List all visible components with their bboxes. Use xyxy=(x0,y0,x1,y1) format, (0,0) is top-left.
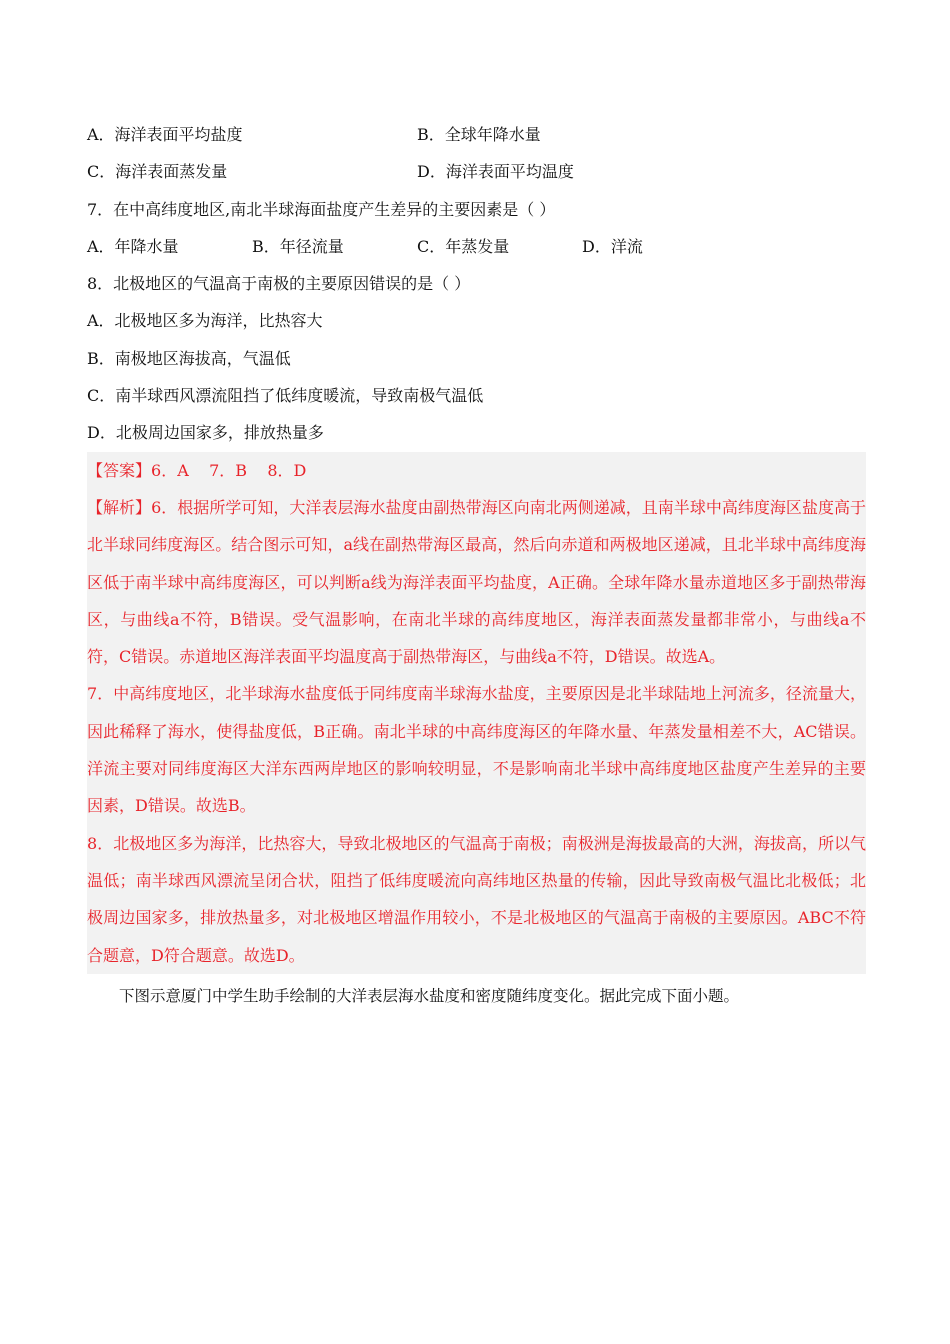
q8-option-c[interactable]: C．南半球西风漂流阻挡了低纬度暖流，导致南极气温低 xyxy=(87,386,484,406)
answer-text: 6．A 7．B 8．D xyxy=(151,460,307,480)
analysis-label: 【解析】 xyxy=(87,497,152,517)
q7-stem: 7．在中高纬度地区,南北半球海面盐度产生差异的主要因素是（ ） xyxy=(87,199,556,219)
answer-line xyxy=(87,452,866,489)
answer-label: 【答案】 xyxy=(87,460,152,480)
q6-option-a[interactable]: A．海洋表面平均盐度 xyxy=(87,125,243,144)
answer-analysis-box xyxy=(87,452,866,974)
analysis-paragraph-8: 8．北极地区多为海洋，比热容大，导致北极地区的气温高于南极；南极洲是海拔最高的大洲，海拔高，所以气温低；南半球西风漂流呈闭合状，阻挡了低纬度暖流向高纬地区热量的传输，因此导致南极气温比北极低；北极周边国家多，排放热量多，对北极地区增温作用较小，不是北极地区的气温高于南极的主要原因。ABC不符合题意，D符合题意。故选D。 xyxy=(87,833,866,965)
next-question-intro: 下图示意厦门中学生助手绘制的大洋表层海水盐度和密度随纬度变化。据此完成下面小题。 xyxy=(119,986,740,1005)
q7-option-d[interactable]: D．洋流 xyxy=(582,236,643,256)
q6-options-row-1 xyxy=(87,116,866,153)
q7-options-row xyxy=(87,228,866,265)
q6-option-b[interactable]: B．全球年降水量 xyxy=(417,125,541,144)
q8-stem: 8．北极地区的气温高于南极的主要原因错误的是（ ） xyxy=(87,274,471,294)
document-page xyxy=(87,116,866,1015)
q6-option-d[interactable]: D．海洋表面平均温度 xyxy=(417,162,574,182)
q8-option-a[interactable]: A．北极地区多为海洋，比热容大 xyxy=(87,311,323,331)
q6-option-c[interactable]: C．海洋表面蒸发量 xyxy=(87,162,228,182)
q7-option-a[interactable]: A．年降水量 xyxy=(87,236,179,256)
analysis-paragraph-6 xyxy=(87,489,866,675)
analysis-text-6: 6．根据所学可知，大洋表层海水盐度由副热带海区向南北两侧递减，且南半球中高纬度海区盐度高于北半球同纬度海区。结合图示可知，a线在副热带海区最高，然后向赤道和两极地区递减，且北半球中高纬度海区低于南半球中高纬度海区，可以判断a线为海洋表面平均盐度，A正确。全球年降水量赤道地区多于副热带海区，与曲线a不符，B错误。受气温影响，在南北半球的高纬度地区，海洋表面蒸发量都非常小，与曲线a不符，C错误。赤道地区海洋表面平均温度高于副热带海区，与曲线a不符，D错误。故选A。 xyxy=(87,497,866,667)
q7-option-c[interactable]: C．年蒸发量 xyxy=(417,236,510,256)
q8-option-b[interactable]: B．南极地区海拔高，气温低 xyxy=(87,348,291,368)
q6-options-row-2 xyxy=(87,153,866,190)
q7-option-b[interactable]: B．年径流量 xyxy=(252,236,344,256)
q8-option-d[interactable]: D．北极周边国家多，排放热量多 xyxy=(87,423,324,443)
analysis-paragraph-7: 7．中高纬度地区，北半球海水盐度低于同纬度南半球海水盐度，主要原因是北半球陆地上河流多，径流量大，因此稀释了海水，使得盐度低，B正确。南北半球的中高纬度海区的年降水量、年蒸发量相差不大，AC错误。洋流主要对同纬度海区大洋东西两岸地区的影响较明显，不是影响南北半球中高纬度地区盐度产生差异的主要因素，D错误。故选B。 xyxy=(87,684,866,816)
